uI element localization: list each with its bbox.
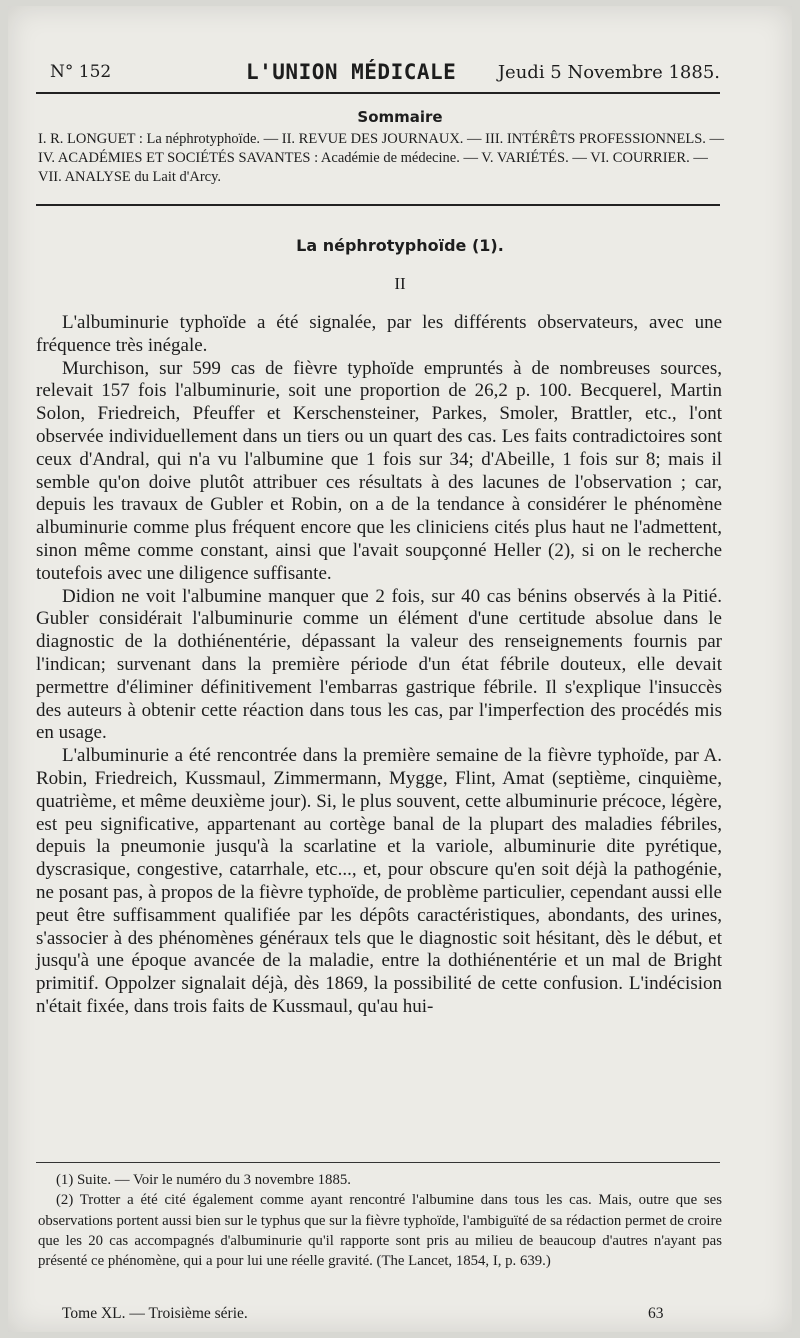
issue-number: N° 152 xyxy=(50,62,112,82)
footnote: (2) Trotter a été cité également comme ayant rencontré l'albumine dans tous les cas. Mais, outre que ses observations portent aussi bien sur le typhus que sur la fièvre typhoïde, l'ambiguïté de sa rédaction permet de croire que les 20 cas accompagnés d'albuminurie qu'il rapporte sont pris au milieu de beaucoup d'autres n'ayant pas présenté ce phénomène, qui a pour lui une réelle gravité. (The Lancet, 1854, I, p. 639.) xyxy=(38,1192,722,1270)
sommaire-rule xyxy=(36,204,720,206)
article-title: La néphrotyphoïde (1). xyxy=(296,236,504,255)
page-header xyxy=(44,62,720,90)
paragraph: L'albuminurie typhoïde a été signalée, par les différents observateurs, avec une fréquence très inégale. xyxy=(36,312,722,356)
footnote-rule xyxy=(36,1162,720,1163)
article-body xyxy=(36,312,722,1019)
footnotes xyxy=(38,1170,722,1271)
paragraph: L'albuminurie a été rencontrée dans la première semaine de la fièvre typhoïde, par A. Robin, Friedreich, Kussmaul, Zimmermann, Mygge, Flint, Amat (septième, cinquième, quatrième, et même deuxième jour). Si, le plus souvent, cette albuminurie précoce, légère, est peu significative, appartenant au cortège banal de la plupart des maladies fébriles, depuis la pneumonie jusqu'à la scarlatine et la variole, albuminurie dite pyrétique, dyscrasique, congestive, catarrhale, etc..., et, pour obscure qu'en soit déjà la pathogénie, ne posant pas, à propos de la fièvre typhoïde, de problème particulier, cependant aussi elle peut être suffisamment qualifiée par les dépôts caractéristiques, abondants, des urines, s'associer à des phénomènes généraux tels que le diagnostic soit hésitant, dès le début, et jusqu'à une époque avancée de la maladie, entre la dothiénentérie et un mal de Bright primitif. Oppolzer signalait déjà, dès 1869, la possibilité de cette confusion. L'indécision n'était fixée, dans trois faits de Kussmaul, qu'au hui- xyxy=(36,745,722,1017)
volume-info: Tome XL. — Troisième série. xyxy=(62,1305,248,1322)
paragraph: Didion ne voit l'albumine manquer que 2 fois, sur 40 cas bénins observés à la Pitié. Gubler considérait l'albuminurie comme un élément d'une certitude absolue dans le diagnostic de la dothiénentérie, dépassant la valeur des renseignements fournis par l'indican; survenant dans la première période d'un état fébrile douteux, elle devait permettre d'éliminer définitivement l'embarras gastrique fébrile. Il s'explique l'insuccès des auteurs à obtenir cette réaction dans tous les cas, par l'imperfection des procédés mis en usage. xyxy=(36,585,722,744)
sommaire-text: I. R. LONGUET : La néphrotyphoïde. — II. REVUE DES JOURNAUX. — III. INTÉRÊTS PROFESSIONNELS. — IV. ACADÉMIES ET SOCIÉTÉS SAVANTES : Académie de médecine. — V. VARIÉTÉS. — VI. COURRIER. — VII. ANALYSE du Lait d'Arcy. xyxy=(38,131,725,185)
section-number: II xyxy=(394,274,406,293)
page-number: 63 xyxy=(648,1305,664,1322)
header-rule xyxy=(36,92,720,94)
issue-date: Jeudi 5 Novembre 1885. xyxy=(497,62,720,83)
sommaire-title: Sommaire xyxy=(357,108,443,126)
journal-title: L'UNION MÉDICALE xyxy=(246,60,457,84)
footnote: (1) Suite. — Voir le numéro du 3 novembre 1885. xyxy=(56,1172,351,1188)
paragraph: Murchison, sur 599 cas de fièvre typhoïde empruntés à de nombreuses sources, relevait 157 fois l'albuminurie, soit une proportion de 26,2 p. 100. Becquerel, Martin Solon, Friedreich, Pfeuffer et Kerschensteiner, Parkes, Smoler, Brattler, etc., l'ont observée individuellement dans un tiers ou un quart des cas. Les faits contradictoires sont ceux d'Andral, qui n'a vu l'albumine que 1 fois sur 34; d'Abeille, 1 fois sur 8; mais il semble qu'on doive plutôt attribuer ces résultats à des lacunes de l'observation ; car, depuis les travaux de Gubler et Robin, on a de la tendance à considérer le phénomène albuminurie comme plus fréquent encore que les cliniciens cités plus haut ne l'admettent, sinon même comme constant, ainsi que l'avait soupçonné Heller (2), si on le recherche toutefois avec une diligence suffisante. xyxy=(36,357,722,584)
